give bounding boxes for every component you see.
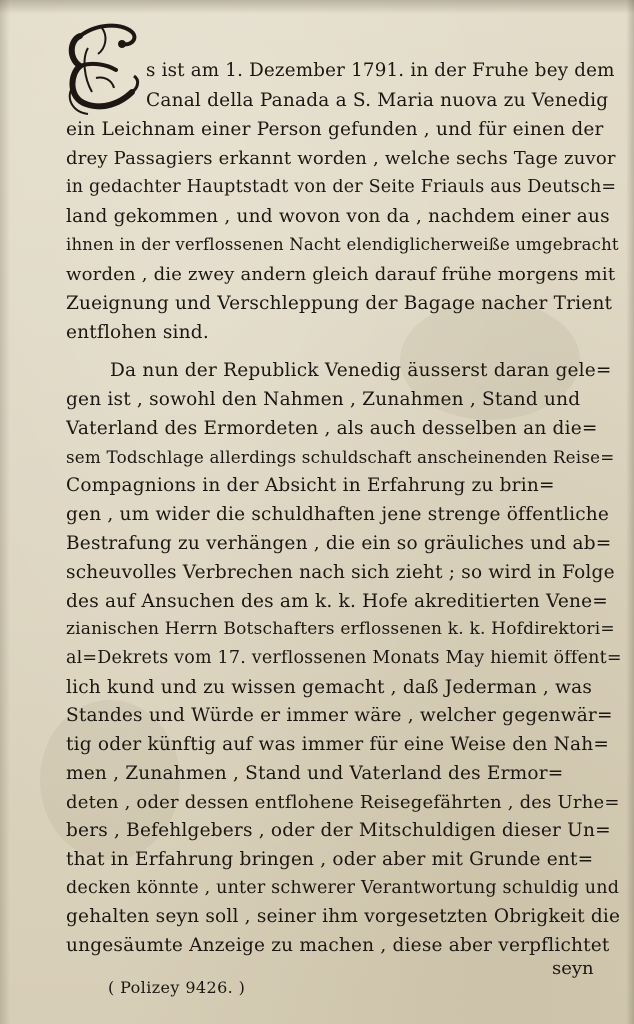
text-line: entflohen sind. [66,324,209,343]
text-line: tig oder künftig auf was immer für eine Weise den Nah= [66,736,610,755]
text-line: drey Passagiers erkannt worden , welche sechs Tage zuvor [66,150,616,169]
page-edge-shadow-left [0,0,10,1024]
text-line: ihnen in der verflossenen Nacht elendiglicherweiße umgebracht [66,237,619,254]
page-edge-shadow-top [0,0,634,14]
text-line: scheuvolles Verbrechen nach sich zieht ; so wird in Folge [66,564,615,583]
text-line: ungesäumte Anzeige zu machen , diese aber verpflichtet [66,937,610,956]
text-line: men , Zunahmen , Stand und Vaterland des Ermor= [66,765,564,784]
text-line: s ist am 1. Dezember 1791. in der Fruhe bey dem [146,62,615,81]
text-line: Canal della Panada a S. Maria nuova zu Venedig [146,92,609,111]
footer-reference: ( Polizey 9426. ) [108,978,246,997]
text-line: ein Leichnam einer Person gefunden , und für einen der [66,121,604,140]
text-line: Zueignung und Verschleppung der Bagage nacher Trient [66,295,613,314]
text-line: Compagnions in der Absicht in Erfahrung zu brin= [66,477,555,496]
text-line: worden , die zwey andern gleich darauf frühe morgens mit [66,266,616,285]
text-line: zianischen Herrn Botschafters erflossenen k. k. Hofdirektori= [66,621,615,639]
text-line: gen , um wider die schuldhaften jene strenge öffentliche [66,506,610,525]
page-edge-shadow-right [626,0,634,1024]
text-line: in gedachter Hauptstadt von der Seite Friauls aus Deutsch= [66,179,617,197]
text-line: that in Erfahrung bringen , oder aber mit Grunde ent= [66,851,594,870]
text-line: Standes und Würde er immer wäre , welcher gegenwär= [66,707,613,726]
text-line: Vaterland des Ermordeten , als auch desselben an die= [66,420,598,439]
text-line: lich kund und zu wissen gemacht , daß Jederman , was [66,679,593,698]
text-line: des auf Ansuchen des am k. k. Hofe akreditierten Vene= [66,593,608,612]
text-line: sem Todschlage allerdings schuldschaft anscheinenden Reise= [66,449,615,467]
text-line: land gekommen , und wovon von da , nachdem einer aus [66,208,610,227]
text-line: gehalten seyn soll , seiner ihm vorgesetzten Obrigkeit die [66,908,621,927]
text-line: gen ist , sowohl den Nahmen , Zunahmen , Stand und [66,391,581,410]
text-line: Da nun der Republick Venedig äusserst daran gele= [110,362,612,381]
decorative-initial-e [62,18,142,118]
text-line: deten , oder dessen entflohene Reisegefährten , des Urhe= [66,794,620,813]
text-line: bers , Befehlgebers , oder der Mitschuldigen dieser Un= [66,822,611,841]
text-line: decken könnte , unter schwerer Verantwortung schuldig und [66,880,620,898]
text-line: al=Dekrets vom 17. verflossenen Monats May hiemit öffent= [66,650,622,668]
text-line: Bestrafung zu verhängen , die ein so gräuliches und ab= [66,535,612,554]
catchword: seyn [552,958,594,979]
